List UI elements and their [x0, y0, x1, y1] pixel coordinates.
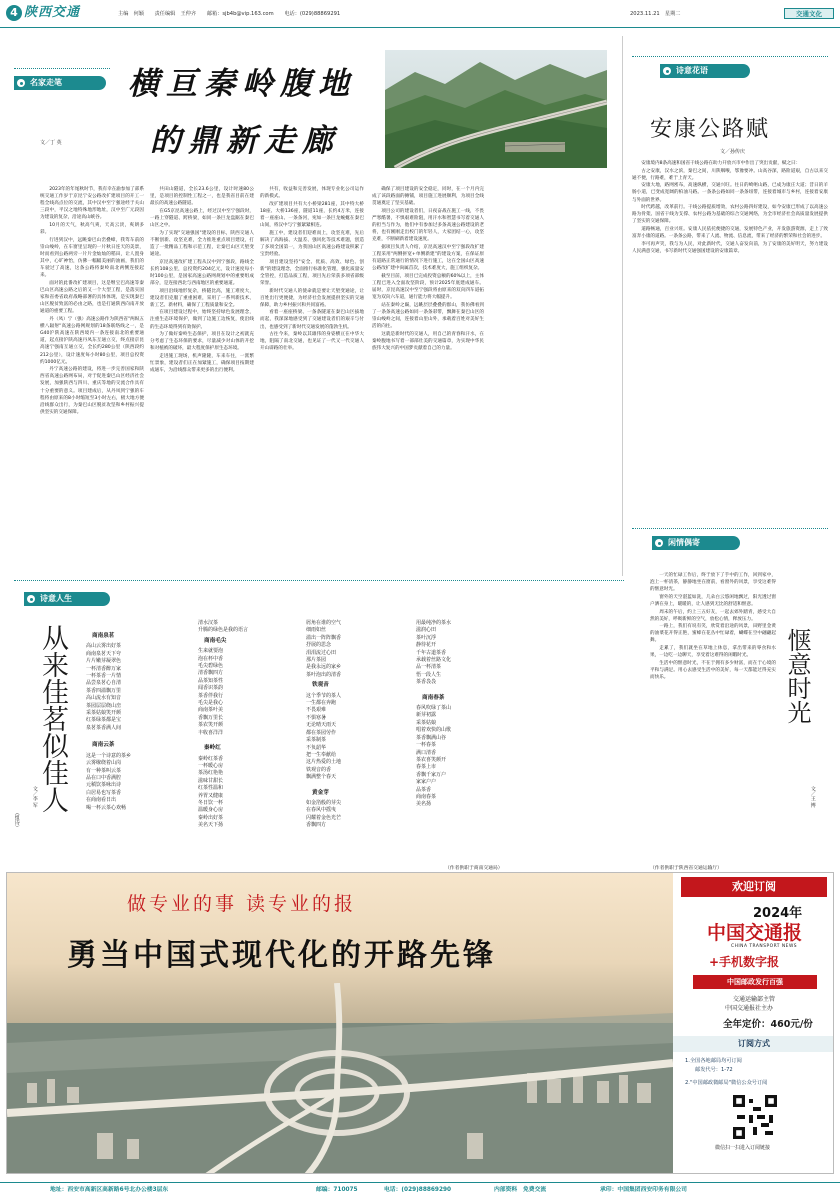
subscription-method-2: 2."中国邮政微邮局"微信公众号订阅 — [685, 1080, 768, 1086]
issue-date: 2023.11.21 星期二 — [630, 11, 681, 17]
poem-line: 泉茗茶香满人间 — [86, 724, 122, 731]
paragraph: 10月的天气，秋高气爽，天高云淡，爽朗多彩。 — [40, 223, 144, 236]
paragraph: 共田山隧道，全长23.6公里，设计时速80公里，是项目的控制性工程之一，也是我省目前在建最长的高速公路隧道。 — [150, 187, 254, 207]
poem-line: 香飘千家万户 — [416, 771, 447, 778]
paragraph: 窗外的天空湛蓝如洗，几朵白云悠闲地飘过，阳光透过窗户洒在身上，暖暖的，让人感到无比的舒适和惬意。 — [650, 594, 776, 607]
poem-line: 生来就要泡 — [198, 648, 224, 655]
paragraph: 改扩建项目共有大小桥梁281座，其中特大桥18座、大桥136座，隧道11座，长约4万米，连接着一座座山、一条条河，宛如一条巨龙蜿蜒在秦巴山间，将汉中与宁强紧紧相连。 — [260, 201, 364, 229]
section-badge: 交通文化 — [784, 8, 834, 19]
email: 邮箱：sjb4b@vip.163.com — [206, 11, 274, 17]
poems-title: 从来佳茗似佳人 — [37, 624, 68, 813]
poem-line: 一生都在奔跑 — [306, 700, 337, 707]
divider — [632, 528, 828, 529]
paragraph: 京昆高速改扩建工程从汉中到宁强段，路线全长约108公里，总投资约204亿元，设计速度每小时100公里，是国家高速公路网规划中的重要组成部分，是连接西北与西南地区的重要通道。 — [150, 259, 254, 286]
poem-line: 满口清香 — [416, 749, 437, 756]
poem-line: 闻香识茶韵 — [198, 685, 224, 692]
poem-line: 在商南看日出 — [86, 797, 117, 804]
paragraph: 为了实现"交通强国"建设的目标，陕西交通人不断创新、攻坚克难，全力推进重点项目建设，打造了一批精品工程和示范工程，让秦巴山区天堑变通途。 — [150, 230, 254, 257]
poem-line: 这片热爱的土地 — [306, 759, 342, 766]
paragraph: 一路上，我们有说有笑，欣赏着沿途的风景，田野里金黄的油菜花开得正艳，蜜蜂在花丛中忙碌着，蝴蝶在空中翩翩起舞。 — [650, 624, 776, 644]
poem-line: 细雨如丝 — [306, 627, 327, 634]
essay-body — [650, 572, 776, 862]
poem-line: 茶香袅袅 — [416, 679, 437, 686]
poem-line: 无论晴天雨天 — [306, 722, 337, 729]
poem-line: 那片茶园 — [306, 657, 327, 664]
poem-line: 新芽初露 — [416, 712, 437, 719]
poem-line: 品尝泉茗心自清 — [86, 680, 122, 687]
publisher: 中国交通报社主办 — [725, 1005, 774, 1012]
editor: 主编 何颖 — [118, 11, 144, 17]
poem-line: 滋润心田 — [416, 627, 437, 634]
essay-title: 惬意时光 — [783, 628, 811, 724]
paragraph: 施工中，建设者们迎难而上，攻坚克难，先后解决了高海拔、大温差、强风化等技术难题，创造了多项全国第一，为我国山区高速公路建设积累了宝贵经验。 — [260, 230, 364, 257]
poem-line: 温暖身心房 — [198, 807, 224, 814]
header-info — [118, 10, 349, 18]
footer-address: 地址：西安市高新区高新路6号北办公楼3层东 — [50, 1187, 169, 1193]
poem-line: 如金箔般的芽尖 — [306, 799, 342, 806]
poem-line: 滋味甘甜长 — [198, 777, 224, 784]
poem-line: 一杯清香醉万家 — [86, 665, 122, 672]
subscription-method-title: 订阅方式 — [673, 1036, 834, 1052]
poem-column-2 — [196, 620, 296, 830]
poem-line: 白居易也写茶香 — [86, 789, 122, 796]
poem-line: 香飘万里长 — [198, 714, 224, 721]
paragraph: 新时代交通人的使命就是要让天堑变通途，让百姓出行更便捷，为经济社会发展提供坚实的交通保障，助力乡村振兴和共同富裕。 — [260, 288, 364, 308]
poem-line: 商南茶叶美 — [198, 707, 224, 714]
footer-printer: 承印：中国集团西安印务有限公司 — [600, 1187, 687, 1193]
newspaper-name: 中国交通报 — [707, 922, 803, 944]
column-tag-shiyirensheng: 诗意人生 — [24, 592, 110, 606]
poem-line: 养胃又健康 — [198, 792, 224, 799]
poem-line: 品茶香 — [416, 786, 432, 793]
responsible-editor: 责任编辑 王仲齐 — [154, 11, 197, 17]
main-article-col1 — [40, 186, 144, 562]
poem-column-4 — [414, 620, 524, 809]
poem-line: 商南春茶 — [416, 793, 437, 800]
poem-line: 在春风中摇曳 — [306, 807, 337, 814]
poem-column-1 — [84, 630, 194, 812]
poem-line: 唱着欢快的山歌 — [416, 727, 452, 734]
poem-line: 丰收喜洋洋 — [198, 729, 224, 736]
poem-line: 用最纯净的茶水 — [416, 620, 452, 626]
city-interchange-illustration — [7, 983, 673, 1174]
welcome-banner: 欢迎订阅 — [681, 877, 827, 897]
poem-line: 毛尖碧绿色 — [198, 663, 224, 670]
column-tag-xianqing: 闲情偶寄 — [652, 536, 740, 550]
poem-line: 品在口中香满腔 — [86, 774, 122, 781]
poem-line: 抒展的思念 — [306, 642, 332, 649]
main-article-col4 — [372, 186, 484, 562]
poem-line: 千年古道茶香 — [416, 649, 447, 656]
paragraph: 古之安康，汉水之滨，秦巴之间，川陕咽喉，鄂豫要冲。山高谷深，路险道艰，自古以来交通不便，行路难，难于上青天。 — [632, 168, 828, 181]
poem-line: 春茶上市 — [416, 764, 437, 771]
page-number: 4 — [6, 5, 22, 21]
poem-title: 黄金芽 — [312, 789, 329, 796]
poem-line: 采茶姑娘笑开颜 — [86, 710, 122, 717]
right-article-byline: 文／孙传庆 — [720, 149, 746, 155]
paragraph: 在G5京昆高速公路上，经过汉中至宁强段时，一路上穿隧道、跨桥梁，如同一条巨龙盘踞在秦巴山区之中。 — [150, 208, 254, 229]
subscription-panel — [673, 873, 834, 1174]
poem-line: 清水汉茶 — [198, 620, 219, 626]
paragraph: 站在秦岭之巅，远眺层层叠叠的群山，我仿佛看到了一条条高速公路如同一条条彩带，飘舞在秦巴山区的崇山峻岭之间，连接着山里山外，承载着百姓对美好生活的向往。 — [372, 302, 484, 330]
poem-title: 商南泉茗 — [92, 633, 115, 639]
poem-line: 冬日饮一杯 — [198, 799, 224, 806]
poem-line: 把一生奉献给 — [306, 751, 337, 758]
poem-line: 都在茶园劳作 — [306, 729, 337, 736]
poem-title: 秦岭红 — [204, 745, 221, 752]
poem-title: 铁观音 — [312, 682, 329, 689]
poem-line: 飘满整个春天 — [306, 774, 337, 781]
paragraph: 安康大地，路网密布，高速纵横，交通兴旺。往日的崎岖山路，已成为康庄大道；昔日的羊肠小道，已变成宽阔的柏油马路。一条条公路如同一条条纽带，连接着城市与乡村，连接着安康与外面的世界。 — [632, 183, 828, 203]
poem-line: 红茶性温和 — [198, 785, 224, 792]
column-divider — [622, 36, 623, 576]
paragraph: 项目沿线地形复杂，桥隧比高，施工难度大，建设者们克服了重重困难，采用了一系列新技术、新工艺、新材料，确保了工程质量和安全。 — [150, 288, 254, 308]
main-article-title-line1: 横亘秦岭腹地 — [128, 66, 356, 102]
poem-line: 品一杯清茶 — [416, 664, 442, 671]
supervisor: 交通运输部主管 — [733, 996, 776, 1003]
divider — [14, 580, 624, 581]
paragraph: 在项目建设过程中，始终坚持绿色发展理念，注重生态环境保护，做到了边施工边恢复，使沿线的生态环境得到有效保护。 — [150, 310, 254, 330]
poem-line: 不惧寒暑 — [306, 714, 327, 721]
poem-line: 毛尖是我心 — [198, 700, 224, 707]
poem-line: 香飘四方 — [306, 822, 327, 829]
poem-line: 悟一段人生 — [416, 671, 442, 678]
poem-line: 一杯暖心房 — [198, 762, 224, 769]
poem-column-3 — [304, 620, 404, 830]
qr-code-icon[interactable] — [733, 1095, 777, 1139]
digital-edition: +手机数字报 — [709, 955, 780, 969]
footer-note: 内部资料 免费交流 — [494, 1187, 547, 1193]
poem-line: 屑角在谁的空气 — [306, 620, 342, 626]
poem-line: 红茶绿茶都是宝 — [86, 717, 122, 724]
poem-line: 茶香四溢飘万里 — [86, 687, 122, 694]
poem-line: 升腾的绿色是我的语言 — [198, 627, 249, 634]
paragraph: 周末的午后，约上三五好友，一起去郊外踏青，感受大自然的美好，呼吸新鲜的空气，放松心情，释放压力。 — [650, 609, 776, 622]
subscription-method-1: 1.全国各地邮局均可订阅 — [685, 1058, 742, 1064]
paragraph: 走进施工现场，机声隆隆，车来车往，一派繁忙景象，建设者们正在加紧施工，确保项目按期建成通车，为沿线群众带来更多的出行便利。 — [150, 354, 254, 374]
masthead-logo: 陕西交通 — [24, 5, 81, 20]
poem-line: 闪耀着金色光芒 — [306, 814, 342, 821]
paragraph: 道路畅通，百业兴旺。安康人民依托便捷的交通，发展特色产业，开发旅游资源，走上了致富奔小康的道路。一条条公路，带来了人流、物流、信息流，带来了经济的繁荣和社会的进步。 — [632, 226, 828, 240]
poem-line: 家家户户 — [416, 779, 437, 786]
column-tag-mingjia: 名家走笔 — [14, 76, 106, 90]
poem-line: 是我永远的家乡 — [306, 664, 342, 671]
poem-line: 采茶制茶 — [306, 737, 327, 744]
poem-line: 不畏艰难 — [306, 707, 327, 714]
annual-price: 全年定价：460元/份 — [723, 1019, 813, 1030]
poem-title: 商南毛尖 — [204, 637, 227, 644]
poem-line: 茶园层层绕山峦 — [86, 702, 122, 709]
paragraph: 为了做好秦岭生态保护，项目在设计之初就充分考虑了生态环保的要求，尽量减少对山体的开挖和对植被的破坏，最大程度保护原生态环境。 — [150, 332, 254, 352]
poem-line: 品茶知茶性 — [198, 677, 224, 684]
poem-line: 一杯春茶 — [416, 742, 437, 749]
poem-line: 有一种茶叫云茶 — [86, 767, 122, 774]
poems-note: （组诗） — [13, 810, 20, 830]
column-tag-shiyi: 诗意花语 — [660, 64, 750, 78]
poem-line: 清香飘四方 — [198, 670, 224, 677]
poem-title: 商南云茶 — [92, 742, 115, 749]
poem-line: 溢出一阵阵飘香 — [306, 634, 342, 641]
poems-author-note: （作者供职于商南交通局） — [445, 866, 503, 871]
scan-instruction: 微信扫一扫进入订阅链接 — [715, 1145, 771, 1151]
poem-line: 茶叶泡出的清香 — [306, 671, 342, 678]
paragraph: 截至目前，项目已完成投资总额的60%以上，主体工程已进入全面攻坚阶段，预计2025年底建成通车。届时，京昆高速汉中至宁强段将由原来的双向四车道拓宽为双向六车道，通行能力将大幅提升。 — [372, 273, 484, 301]
paragraph: 2023年的年尾秋时节，我有幸在渝参加了部系统交通工作岁于京昆宁安公路改扩建项目的开工一程全线高点位的交流，其中汉中至宁强途经于关山三段中，平汉之地特殊地形地址，汉中至广元段因为建设的复杂，沿途高山峡谷。 — [40, 187, 144, 221]
poem-line: 高山云雾出好茶 — [86, 643, 122, 650]
poem-line: 泡在杯中香 — [198, 655, 224, 662]
poem-line: 这个季节的茶人 — [306, 692, 342, 699]
page-footer — [0, 1182, 840, 1196]
poem-line: 美名天下扬 — [198, 822, 224, 829]
poem-line: 静待花开 — [416, 642, 437, 649]
paragraph: 确保了项目建设的安全稳定，同时，在一个月内完成了该段路面的摊铺，项目施工进展顺利，为项目全线贯通奠定了坚实基础。 — [372, 187, 484, 207]
poem-line: 这是一个诗意的茶乡 — [86, 752, 132, 759]
subscription-year: 2024年 — [753, 906, 803, 921]
poem-line: 喝一杯云茶心欢畅 — [86, 804, 127, 811]
main-article-byline: 文／丁 英 — [40, 140, 62, 146]
poem-line: 美名扬 — [416, 801, 432, 808]
ad-slogan-large: 勇当中国式现代化的开路先锋 — [67, 938, 496, 973]
paragraph: 时代跨越，改革前行。干线公路提质增效，农村公路四好建设，如今安康已形成了以高速公路为骨架、国省干线为支撑、农村公路为基础的综合交通网络，为全市经济社会高质量发展提供了坚实的交通保障。 — [632, 205, 828, 225]
post-badge: 中国邮政发行百强 — [693, 975, 817, 989]
paragraph: 共有，收益和完善发展，体现专业化公司运作的新模式。 — [260, 187, 364, 200]
poem-line: 茶香飘满山谷 — [416, 734, 447, 741]
paragraph: 看着一座座桥梁、一条条隧道在秦巴山区拔地而起，我深深地感受到了交通建设者们的艰辛与付出，也感受到了新时代交通发展的蓬勃生机。 — [260, 310, 364, 330]
footer-phone: 电话：(029)88869290 — [384, 1187, 452, 1193]
main-article-title-line2: 的鼎新走廊 — [150, 123, 340, 159]
poem-line: 高山流水有知音 — [86, 695, 122, 702]
poem-line: 商南泉茗天下夸 — [86, 650, 122, 657]
page-header — [0, 0, 840, 28]
poem-title: 商南春茶 — [422, 694, 445, 701]
paragraph: 丹宁高速公路的建设，将进一步完善国家和陕西省高速公路网布局，对于促进秦巴山区经济社会发展，加强陕西与四川、重庆等地的交流合作具有十分重要的意义。项目建成后，从丹凤到宁强的车程将由原来的8小时缩短至3小时左右，极大地方便沿线群众出行，为秦巴山区脱贫攻坚和乡村振兴提供坚实的交通保障。 — [40, 367, 144, 415]
poem-line: 元稹饮茶咏出诗 — [86, 782, 122, 789]
paragraph: 据项目负责人介绍，京昆高速汉中至宁强段改扩建工程采用"两侧拼宽+单侧新建"的建设方案，在保证原有道路正常通行的情况下进行施工，这在全国山区高速公路改扩建中尚属首次，技术难度大，施工组织复杂。 — [372, 244, 484, 272]
divider — [632, 56, 828, 57]
poem-line: 铁观音的香 — [306, 766, 332, 773]
essay-byline: 文／王 博 — [809, 786, 816, 808]
paragraph: 生活中的惬意时光，不在于拥有多少财富，而在于心境的平和与满足。用心去感受生活中的美好，每一天都能过得充实而快乐。 — [650, 660, 776, 681]
main-article-col2 — [150, 186, 254, 562]
poem-line: 涓涓流过心田 — [306, 649, 337, 656]
poem-line: 采茶姑娘 — [416, 719, 437, 726]
right-article-body — [632, 160, 828, 516]
poem-line: 茶香伴我行 — [198, 692, 224, 699]
poem-line: 茶叶沉浮 — [416, 634, 437, 641]
paragraph: 行进到汉中，远眺秦巴山峦叠嶂，我驾车前的崇山峻岭，在车窗里呈现的一片秋日连天的美景，时而看到公路两旁一片片金灿灿的稻田，让人置身其中，心旷神怡，仿佛一幅幅美丽的油画，我们的车驶过了高速，这条公路将秦岭南北两侧连接起来。 — [40, 237, 144, 279]
paragraph: 古往今来，秦岭以其雄伟的身姿横亘在中华大地，阻隔了南北交通，也见证了一代又一代交通人开山辟路的壮举。 — [260, 332, 364, 352]
paragraph: 走累了，我们就坐在草地上休息，拿出带来的零食和水果，一边吃一边聊天，享受着这难得的闲暇时光。 — [650, 646, 776, 659]
highway-photo — [385, 50, 607, 168]
poem-line: 一杯茶香一片情 — [86, 673, 122, 680]
poem-line: 秦岭出好茶 — [198, 814, 224, 821]
poem-line: 承载着丝路文化 — [416, 657, 452, 664]
ad-slogan-small: 做专业的事 读专业的报 — [127, 893, 357, 915]
subscription-advertisement — [6, 872, 834, 1174]
poem-line: 片片嫩芽凝翠色 — [86, 658, 122, 665]
right-article-title: 安康公路赋 — [650, 117, 771, 142]
poem-line: 茶农喜笑颜开 — [416, 756, 447, 763]
main-article-col3 — [260, 186, 364, 562]
paragraph: 李可再声笑，我与为人民，对此新时代，交通人奋发向前，为了安康的美好明天，努力建设人民满意交通，书写新时代交通强国建设的安康篇章。 — [632, 241, 828, 254]
poem-line: 春风吹绿了茶山 — [416, 705, 452, 712]
poem-line: 秦岭红茶香 — [198, 755, 224, 762]
divider — [14, 68, 110, 69]
poem-line: 不负韶华 — [306, 744, 327, 751]
poems-byline: 文／李 军 — [31, 786, 38, 808]
paragraph: 面对的此番改扩建项目，这是继宝巴高速等秦巴山区高速公路之后的又一个大型工程，是落实国家和省委省政府战略部署的具体体现，是实现秦巴山区脱贫致富的必由之路，也是打通陕西向南开放通道的重要工程。 — [40, 280, 144, 315]
paragraph: 丹（凤）宁（强）高速公路作为陕西省"两纵五横八辐射"高速公路网规划的18条联络线之一，是G40沪陕高速在陕西境内一条连接南北的重要通道，起点接沪陕高速丹凤东互通立交，终点接京昆高速宁强南互通立交，全长约280公里（陕西段约212公里），设计速度每小时80公里，项目总投资约1000亿元。 — [40, 316, 144, 365]
paragraph: 项目建设坚持"安全、优质、高效、绿色、创新"的建设理念，全面推行标准化管理，强化质量安全管控，打造品质工程，项目先后荣获多项省部级荣誉。 — [260, 259, 364, 286]
footer-postcode: 邮编：710075 — [316, 1187, 358, 1193]
paragraph: 这就是新时代的交通人，用自己的青春和汗水，在秦岭腹地书写着一部部壮美的交通篇章，为实现中华民族伟大复兴的中国梦贡献着自己的力量。 — [372, 331, 484, 351]
essay-author-note: （作者供职于陕西省交通运输厅） — [650, 866, 722, 871]
poem-line: 茶汤红艳艳 — [198, 770, 224, 777]
paragraph: 项目公司的建设者们，日夜奋战在施工一线，不畏严寒酷暑，不惧艰难险阻，用汗水和智慧书写着交通人的担当与作为，他们中有参加过多条高速公路建设的老将，也有刚刚走出校门的年轻人，大家团结一心，攻坚克难，不断刷新着建设速度。 — [372, 208, 484, 243]
phone: 电话：(029)88869291 — [284, 11, 341, 17]
paragraph: 一天的忙碌工作后，终于放下了手中的工作，回到家中，泡上一杯清茶，静静地坐在窗前，看窗外的风景，享受这难得的惬意时光。 — [650, 573, 776, 593]
subscription-code: 邮发代号：1-72 — [695, 1067, 733, 1073]
poem-line: 云雾缭绕着山岗 — [86, 760, 122, 767]
paragraph: 安康境内8条高速和国省干线公路在助力开放兴市中作出了突出贡献，赋之曰： — [641, 161, 801, 166]
poem-line: 茶农笑开颜 — [198, 722, 224, 729]
newspaper-name-en: CHINA TRANSPORT NEWS — [731, 944, 798, 949]
